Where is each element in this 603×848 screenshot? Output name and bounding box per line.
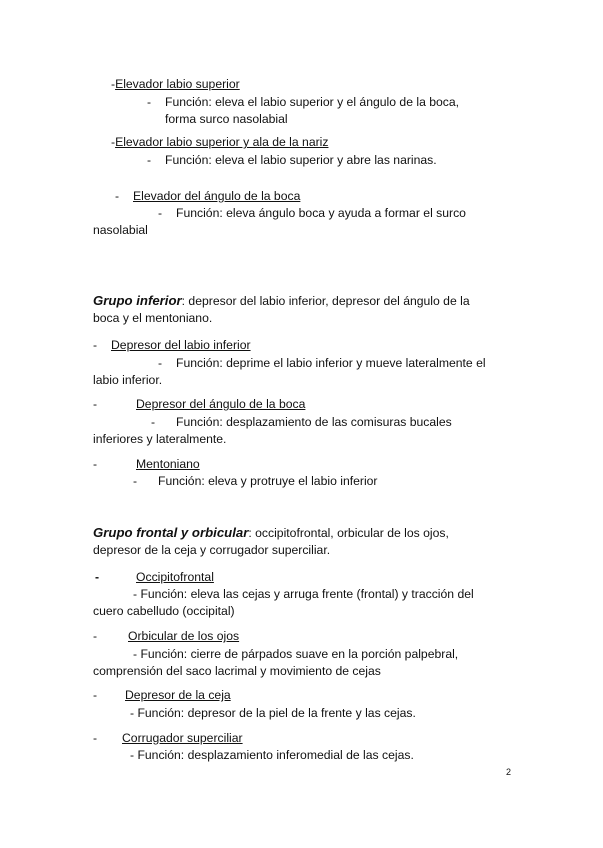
entry-title: Elevador labio superior y ala de la nariz [115,135,329,149]
bullet-dash: - [93,629,98,643]
entry-text: Función: eleva el labio superior y el ángulo de la boca, [165,95,460,109]
entry-text: inferiores y lateralmente. [93,432,227,446]
page-number: 2 [506,767,512,777]
group-heading-frontal [93,525,449,541]
entry-text: - Función: desplazamiento inferomedial de las cejas. [130,748,414,762]
entry-text: Función: eleva ángulo boca y ayuda a formar el surco [176,206,466,220]
bullet-dash: - [158,206,163,220]
bullet-dash: - [133,474,138,488]
entry-text: forma surco nasolabial [165,112,288,126]
entry-title: Corrugador superciliar [122,731,243,745]
entry-title: Depresor del ángulo de la boca [136,397,306,411]
entry-title: Orbicular de los ojos [128,629,240,643]
entry-title: Elevador del ángulo de la boca [133,189,301,203]
entry-title: Elevador labio superior [115,77,240,91]
entry-elevador-labio-ala-nariz: -Elevador labio superior y ala de la nariz [111,135,329,149]
entry-title: Depresor del labio inferior [111,338,251,352]
entry-text: Función: desplazamiento de las comisuras bucales [176,415,452,429]
bullet-dash: - [93,457,98,471]
bullet-dash: - [93,338,98,352]
group-description: depresor de la ceja y corrugador superciliar. [93,543,331,557]
bullet-dash: - [95,570,100,584]
bullet-dash: - [158,356,163,370]
group-description: boca y el mentoniano. [93,311,213,325]
entry-text: nasolabial [93,223,148,237]
bullet-dash: - [93,397,98,411]
bullet-dash: - [151,415,156,429]
entry-text: - Función: cierre de párpados suave en la porción palpebral, [133,647,459,661]
entry-text: Función: deprime el labio inferior y mueve lateralmente el [176,356,486,370]
bullet-dash: - [147,95,152,109]
entry-text: comprensión del saco lacrimal y movimiento de cejas [93,664,381,678]
group-title: Grupo frontal y orbicular [93,525,249,540]
bullet-dash: - [147,153,152,167]
entry-title: Depresor de la ceja [125,688,231,702]
entry-text: Función: eleva el labio superior y abre las narinas. [165,153,437,167]
group-description: : occipitofrontal, orbicular de los ojos, [248,526,449,540]
group-title: Grupo inferior [93,293,182,308]
group-description: : depresor del labio inferior, depresor del ángulo de la [181,294,470,308]
group-heading-inferior [93,293,470,309]
entry-text: Función: eleva y protruye el labio inferior [158,474,378,488]
bullet-dash: - [93,731,98,745]
bullet-dash: - [115,189,120,203]
entry-title: Occipitofrontal [136,570,214,584]
entry-text: - Función: eleva las cejas y arruga frente (frontal) y tracción del [133,587,474,601]
entry-text: cuero cabelludo (occipital) [93,604,235,618]
bullet-dash: - [93,688,98,702]
entry-title: Mentoniano [136,457,200,471]
entry-text: labio inferior. [93,373,163,387]
entry-text: - Función: depresor de la piel de la frente y las cejas. [130,706,416,720]
entry-elevador-labio-superior: -Elevador labio superior [111,77,240,91]
